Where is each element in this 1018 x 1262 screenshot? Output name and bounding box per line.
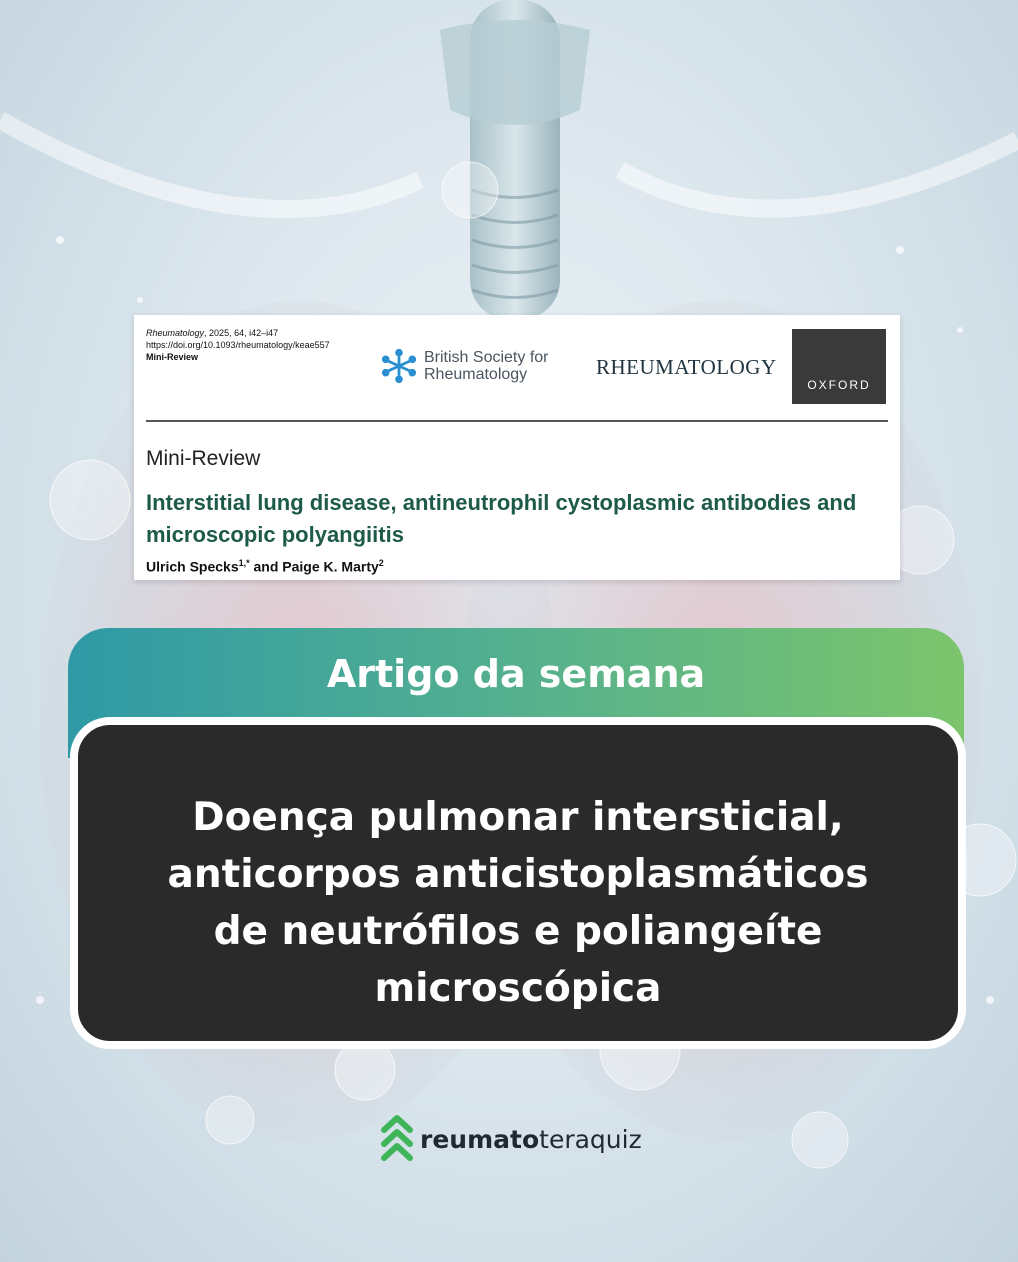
headline-card — [70, 717, 966, 1049]
author-2-affiliation: 2 — [378, 558, 384, 568]
journal-name: Rheumatology — [146, 328, 205, 338]
chevron-stack-icon — [380, 1112, 414, 1166]
society-name-line2: Rheumatology — [424, 366, 528, 383]
headline-title — [98, 789, 938, 1017]
divider — [146, 420, 888, 422]
paper-authors — [146, 558, 384, 575]
bsr-logo — [380, 347, 548, 385]
citation-details: , 2025, 64, i42–i47 — [204, 328, 279, 338]
headline-line-3: de neutrófilos e poliangeíte — [213, 909, 823, 954]
headline-line-4: microscópica — [374, 966, 662, 1011]
author-1: Ulrich Specks — [146, 558, 239, 575]
citation-block — [146, 327, 330, 363]
paper-header-card — [134, 315, 900, 580]
author-1-affiliation: 1,* — [238, 558, 250, 568]
society-name-line1: British Society for — [424, 349, 549, 366]
section-label: Mini-Review — [146, 447, 261, 470]
banner-label: Artigo da semana — [326, 652, 706, 696]
brand-name-regular: teraquiz — [539, 1124, 642, 1154]
bsr-star-icon — [380, 347, 418, 385]
author-2: and Paige K. Marty — [249, 558, 379, 575]
article-type: Mini-Review — [146, 352, 199, 362]
brand-name-bold: reumato — [420, 1124, 540, 1154]
headline-line-1: Doença pulmonar intersticial, — [192, 795, 844, 840]
headline-line-2: anticorpos anticistoplasmáticos — [167, 852, 869, 897]
brand-logo — [380, 1112, 642, 1166]
doi-link[interactable]: https://doi.org/10.1093/rheumatology/keae557 — [146, 340, 330, 350]
paper-title: Interstitial lung disease, antineutrophil cystoplasmic antibodies and microscopic polyangiitis — [146, 490, 857, 547]
publisher-logo — [792, 329, 886, 404]
publisher-name: OXFORD — [807, 378, 871, 392]
journal-wordmark: RHEUMATOLOGY — [596, 355, 777, 379]
